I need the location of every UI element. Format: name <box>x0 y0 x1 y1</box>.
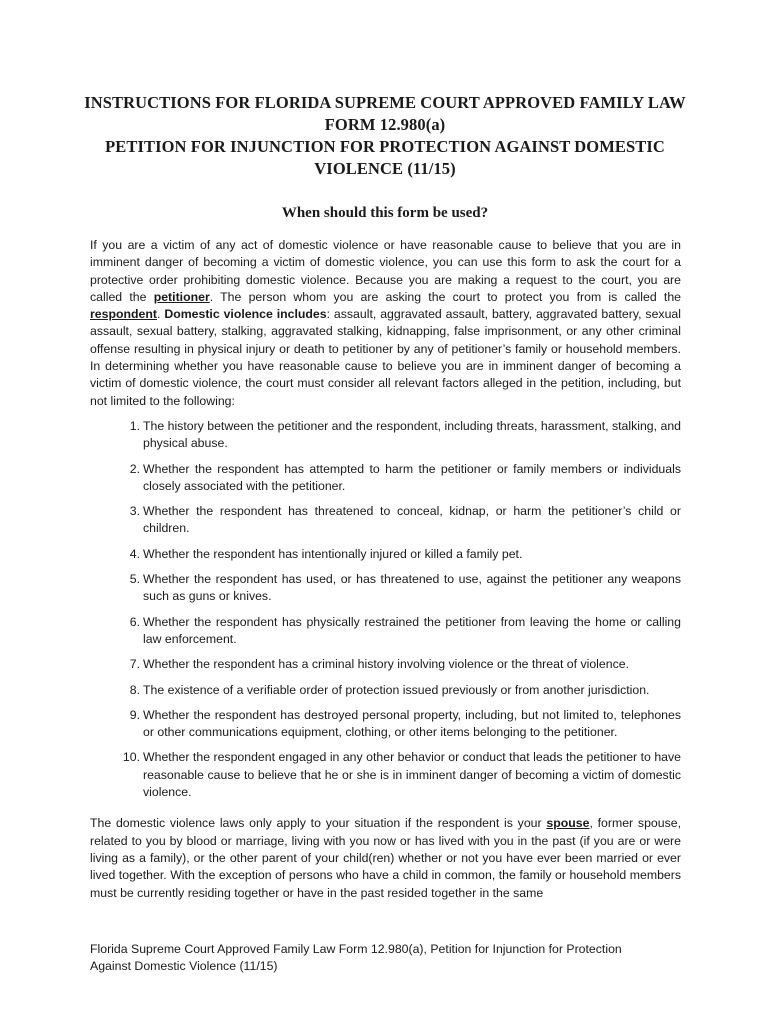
list-item-number: 9. <box>129 707 140 722</box>
intro-text-4: : assault, aggravated assault, battery, aggravated battery, sexual assault, sexual battery, stalking, aggravated stalking, kidnapping, false imprisonment, or any other criminal offense resulting in physical injury or death to petitioner by any of petitioner’s family or household members. In determining whether you have reasonable cause to believe you are in imminent danger of becoming a victim of domestic violence, the court must consider all relevant factors alleged in the petition, including, but not limited to the following: <box>90 307 681 408</box>
list-item-text: Whether the respondent has attempted to harm the petitioner or family members or individuals closely associated with the petitioner. <box>143 461 681 493</box>
list-item <box>90 461 681 496</box>
relationship-text-2: , former spouse, related to you by blood or marriage, living with you now or has lived with you in the past (if you are or were living as a family), or the other parent of your child(ren) whether or not you have ever been married or ever lived together. With the exception of persons who have a child in common, the family or household members must be currently residing together or have in the past resided together in the same <box>90 816 681 900</box>
list-item <box>90 682 681 699</box>
intro-text-1: If you are a victim of any act of domestic violence or have reasonable cause to believe that you are in imminent danger of becoming a victim of domestic violence, you can use this form to ask the court for a protective order prohibiting domestic violence. Because you are making a request to the court, you are called the <box>90 238 681 304</box>
page-title <box>60 92 710 180</box>
list-item-text: Whether the respondent has threatened to conceal, kidnap, or harm the petitioner’s child or children. <box>143 504 681 536</box>
list-item <box>90 571 681 606</box>
factors-list <box>90 418 681 801</box>
list-item-text: The history between the petitioner and the respondent, including threats, harassment, stalking, and physical abuse. <box>143 418 681 451</box>
title-line-2: FORM 12.980(a) <box>324 115 446 134</box>
relationship-paragraph <box>90 815 681 901</box>
list-item-text: Whether the respondent has intentionally injured or killed a family pet. <box>143 546 523 561</box>
list-item-number: 6. <box>129 614 140 629</box>
list-item-number: 7. <box>129 657 140 672</box>
list-item-text: Whether the respondent has destroyed personal property, including, but not limited to, telephones or other communications equipment, clothing, or other items belonging to the petitioner. <box>143 707 681 740</box>
list-item <box>90 656 681 673</box>
title-line-4: VIOLENCE (11/15) <box>314 159 456 178</box>
list-item-number: 1. <box>129 418 140 433</box>
term-spouse: spouse <box>546 816 590 831</box>
list-item-text: Whether the respondent engaged in any other behavior or conduct that leads the petitioner to have reasonable cause to believe that he or she is in imminent danger of becoming a victim of domestic violence. <box>143 750 681 800</box>
intro-text-3: . <box>156 307 165 322</box>
list-item-text: Whether the respondent has physically restrained the petitioner from leaving the home or calling law enforcement. <box>143 614 681 646</box>
list-item-number: 2. <box>129 461 140 476</box>
list-item <box>90 749 681 801</box>
intro-text-2: . The person whom you are asking the court to protect you from is called the <box>209 289 681 304</box>
intro-paragraph <box>90 237 681 410</box>
footer-line-2: Against Domestic Violence (11/15) <box>90 959 278 974</box>
title-line-3: PETITION FOR INJUNCTION FOR PROTECTION AGAINST DOMESTIC <box>105 137 665 156</box>
list-item <box>90 707 681 742</box>
list-item-number: 8. <box>129 682 140 697</box>
page-footer <box>90 941 680 976</box>
list-item <box>90 503 681 538</box>
list-item-text: Whether the respondent has used, or has threatened to use, against the petitioner any weapons such as guns or knives. <box>143 572 681 604</box>
list-item <box>90 546 681 563</box>
term-dv-includes: Domestic violence includes <box>164 307 327 322</box>
section-heading: When should this form be used? <box>281 205 489 221</box>
list-item-text: The existence of a verifiable order of protection issued previously or from another jurisdiction. <box>143 682 650 697</box>
term-respondent: respondent <box>90 307 157 322</box>
list-item-text: Whether the respondent has a criminal history involving violence or the threat of violence. <box>143 657 629 672</box>
relationship-text-1: The domestic violence laws only apply to your situation if the respondent is your <box>90 816 547 831</box>
list-item-number: 4. <box>129 546 140 561</box>
list-item-number: 10. <box>122 750 140 765</box>
term-petitioner: petitioner <box>153 289 210 304</box>
list-item-number: 5. <box>129 572 140 587</box>
title-line-1: INSTRUCTIONS FOR FLORIDA SUPREME COURT APPROVED FAMILY LAW <box>84 93 686 112</box>
list-item-number: 3. <box>129 504 140 519</box>
list-item <box>90 418 681 453</box>
footer-line-1: Florida Supreme Court Approved Family Law Form 12.980(a), Petition for Injunction for Protection <box>90 942 622 956</box>
list-item <box>90 614 681 649</box>
document-body <box>90 237 681 902</box>
